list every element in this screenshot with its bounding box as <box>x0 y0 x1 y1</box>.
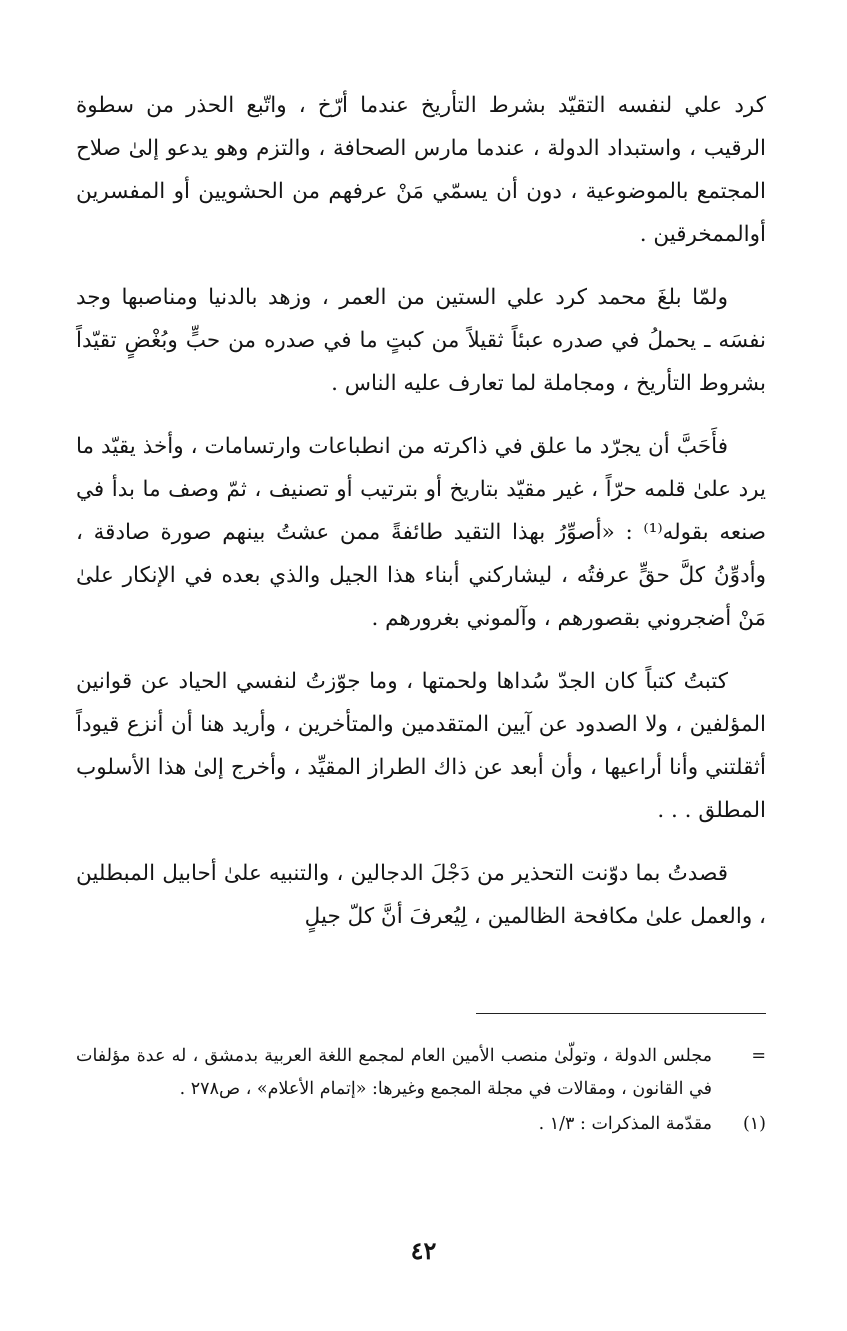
paragraph-5: قصدتُ بما دوّنت التحذير من دَجْلَ الدجالين ، والتنبيه علىٰ أحابيل المبطلين ، والعمل علىٰ مكافحة الظالمين ، لِيُعرفَ أنَّ كلّ جيلٍ <box>76 861 766 929</box>
footnote-continued <box>76 1040 766 1106</box>
page-number: ٤٢ <box>410 1236 437 1265</box>
footnote-1 <box>76 1108 766 1141</box>
paragraph-4: كتبتُ كتباً كان الجدّ سُداها ولحمتها ، وما جوّزتُ لنفسي الحياد عن قوانين المؤلفين ، ولا الصدود عن آيين المتقدمين والمتأخرين ، وأريد هنا أن أنزع قيوداً أثقلتني وأنا أراعيها ، وأن أبعد عن ذاك الطراز المقيِّد ، وأخرج إلىٰ هذا الأسلوب المطلق . . . <box>76 669 766 823</box>
paragraph-1: كرد علي لنفسه التقيّد بشرط التأريخ عندما أرّخ ، واتّبع الحذر من سطوة الرقيب ، واستبداد الدولة ، عندما مارس الصحافة ، والتزم وهو يدعو إلىٰ صلاح المجتمع بالموضوعية ، دون أن يسمّي مَنْ عرفهم من الحشويين أو المفسرين أوالممخرقين . <box>76 93 767 247</box>
paragraph-3: فأَحَبَّ أن يجرّد ما علق في ذاكرته من انطباعات وارتسامات ، وأخذ يقيّد ما يرد علىٰ قلمه حرّاً ، غير مقيّد بتاريخ أو بترتيب أو تصنيف ، ثمّ وصف ما بدأ في صنعه بقوله⁽¹⁾ : «أصوِّرُ بهذا التقيد طائفةً ممن عشتُ بينهم صورة صادقة ، وأدوِّنُ كلَّ حقٍّ عرفتُه ، ليشاركني أبناء هذا الجيل والذي بعده في الإنكار علىٰ مَنْ أضجروني بقصورهم ، وآلموني بغرورهم . <box>76 434 766 631</box>
footnote-text: مقدّمة المذكرات : ١/٣ . <box>538 1114 712 1134</box>
main-text <box>76 84 766 958</box>
paragraph-2: ولمّا بلغَ محمد كرد علي الستين من العمر ، وزهد بالدنيا ومناصبها وجد نفسَه ـ يحملُ في صدره عبئاً ثقيلاً من كبتٍ ما في صدره من حبٍّ وبُغْضٍ تقيّداً بشروط التأريخ ، ومجاملة لما تعارف عليه الناس . <box>76 285 766 396</box>
footnote-mark: = <box>751 1046 766 1066</box>
footnotes <box>76 1040 766 1143</box>
footnote-mark: (١) <box>742 1114 766 1134</box>
footnote-text: مجلس الدولة ، وتولّىٰ منصب الأمين العام لمجمع اللغة العربية بدمشق ، له عدة مؤلفات في القانون ، ومقالات في مجلة المجمع وغيرها: «إتمام الأعلام» ، ص٢٧٨ . <box>76 1046 712 1099</box>
footnote-separator <box>476 1013 766 1014</box>
